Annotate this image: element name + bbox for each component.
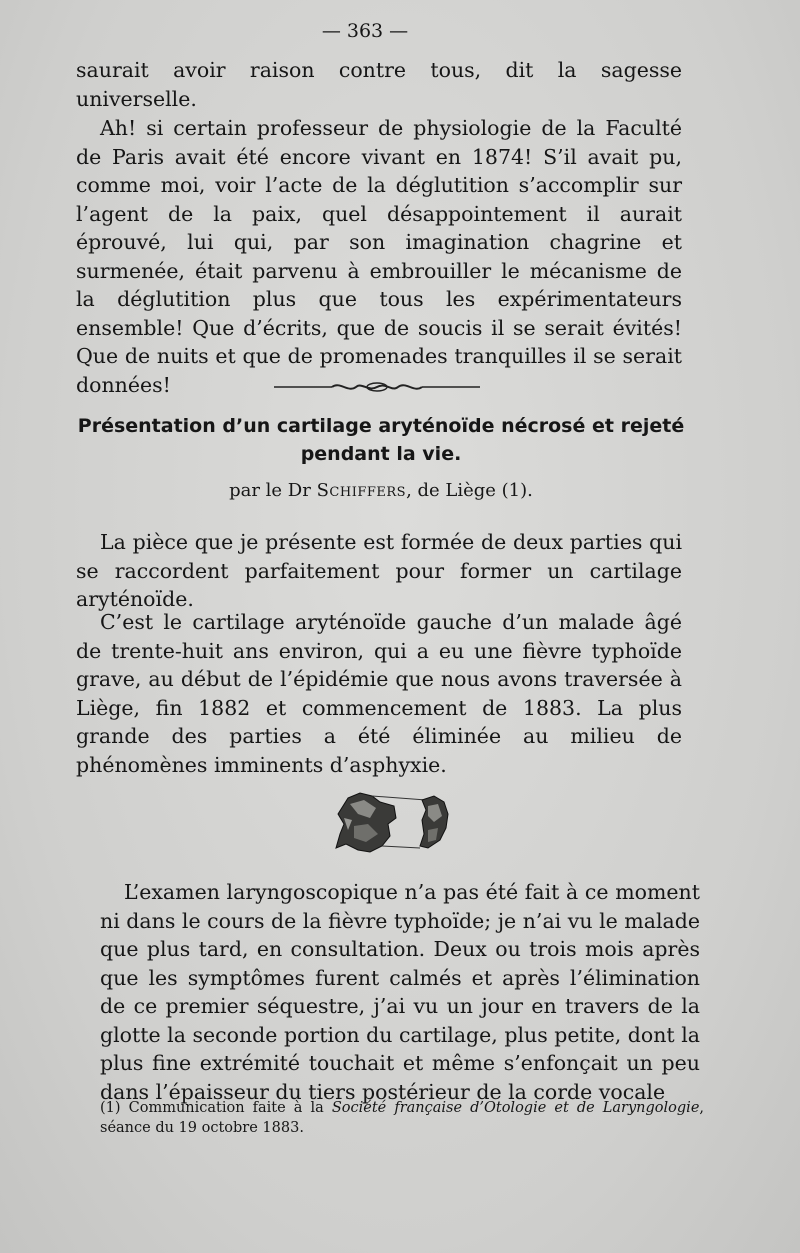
paragraph-text: saurait avoir raison contre tous, dit la sagesse universelle. bbox=[76, 58, 682, 111]
section-divider-ornament bbox=[274, 380, 480, 394]
byline-prefix: par le Dr bbox=[229, 480, 311, 501]
footnote-text-after: , séance du 19 octobre 1883. bbox=[100, 1100, 705, 1136]
paragraph-specimen bbox=[76, 528, 682, 614]
article-byline bbox=[76, 480, 686, 501]
paragraph-text: L’examen laryngoscopique n’a pas été fait à ce moment ni dans le cours de la fièvre typhoïde; je n’ai vu le malade que plus tard, en consultation. Deux ou trois mois après que les symptômes furent calmés et après l’élimination de ce premier séquestre, j’ai vu un jour en travers de la glotte la seconde portion du cartilage, plus petite, dont la plus fine extrémité touchait et même s’enfonçait un peu dans l’épaisseur du tiers postérieur de la corde vocale bbox=[100, 880, 700, 1104]
footnote-marker: (1) bbox=[100, 1100, 121, 1116]
paragraph-patient-history bbox=[76, 608, 682, 779]
byline-suffix: , de Liège (1). bbox=[406, 480, 533, 501]
paragraph-text: C’est le cartilage aryténoïde gauche d’un malade âgé de trente-huit ans environ, qui a eu une fièvre typhoïde grave, au début de l’épidémie que nous avons traversée à Liège, fin 1882 et commencement de 1883. La plus grande des parties a été éliminée au milieu de phénomènes imminents d’asphyxie. bbox=[76, 610, 682, 777]
byline-author: Schiffers bbox=[316, 480, 407, 501]
paragraph-physiology bbox=[76, 114, 682, 399]
article-title: Présentation d’un cartilage aryténoïde nécrosé et rejeté pendant la vie. bbox=[77, 415, 685, 465]
paragraph-laryngoscopy bbox=[100, 878, 700, 1106]
footnote-society: Société française d’Otologie et de Laryngologie bbox=[331, 1100, 700, 1116]
paragraph-continuation bbox=[76, 56, 682, 113]
paragraph-text: La pièce que je présente est formée de deux parties qui se raccordent parfaitement pour former un cartilage aryténoïde. bbox=[76, 530, 682, 611]
footnote-text-before: Communication faite à la bbox=[128, 1100, 324, 1116]
paragraph-text: Ah! si certain professeur de physiologie de la Faculté de Paris avait été encore vivant en 1874! S’il avait pu, comme moi, voir l’acte de la déglutition s’accomplir sur l’agent de la paix, quel désappointement il aurait éprouvé, lui qui, par son imagination chagrine et surmenée, était parvenu à embrouiller le mécanisme de la déglutition plus que tous les expérimentateurs ensemble! Que d’écrits, que de soucis il se serait évités! Que de nuits et que de promenades tranquilles il se serait données! bbox=[76, 116, 682, 397]
cartilage-illustration bbox=[330, 790, 455, 858]
footnote bbox=[100, 1098, 704, 1138]
page-number: — 363 — bbox=[321, 20, 409, 42]
